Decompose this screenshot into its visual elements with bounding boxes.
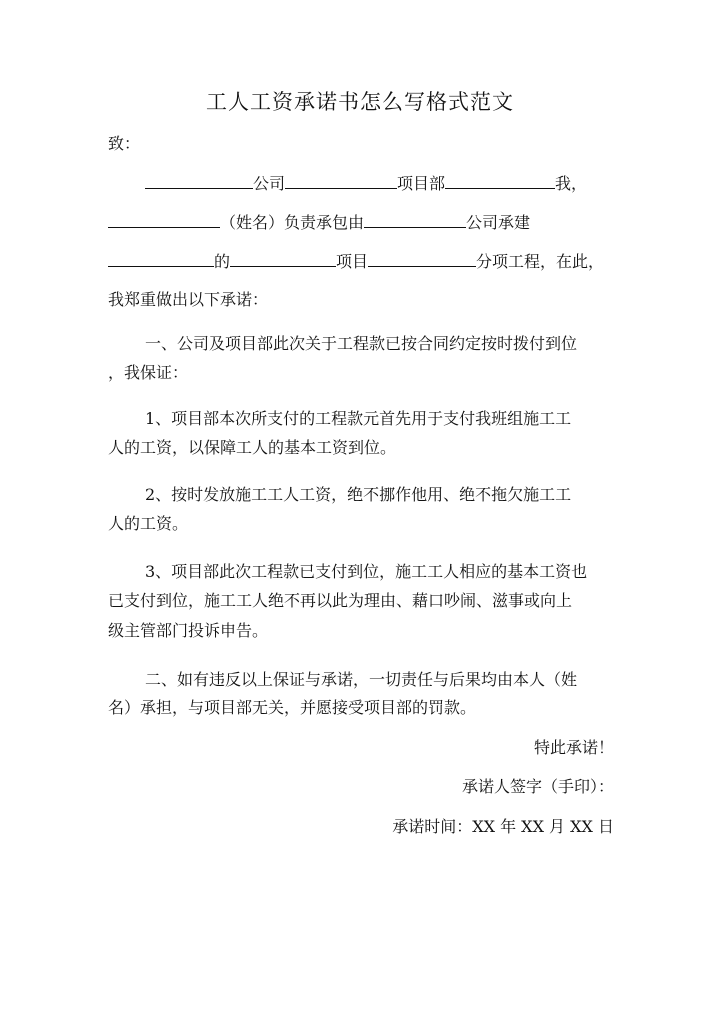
item-1-line-2: 人的工资，以保障工人的基本工资到位。 <box>108 438 397 457</box>
me-label: 我， <box>555 174 588 193</box>
section-2-line-1: 二、如有违反以上保证与承诺，一切责任与后果均由本人（姓 <box>145 670 578 689</box>
item-2-line-1: 2、按时发放施工工人工资，绝不挪作他用、绝不拖欠施工工 <box>145 485 572 504</box>
fill-line-1 <box>145 173 587 194</box>
date-line: 承诺时间：XX 年 XX 月 XX 日 <box>392 817 614 836</box>
blank-field <box>368 251 476 267</box>
subproject-label: 分项工程，在此， <box>476 252 605 271</box>
project-dept-label: 项目部 <box>397 174 446 193</box>
of-label: 的 <box>214 252 231 271</box>
blank-field <box>108 251 214 267</box>
item-1-line-1: 1、项目部本次所支付的工程款元首先用于支付我班组施工工 <box>145 409 572 428</box>
blank-field <box>108 212 220 228</box>
item-3-line-2: 已支付到位，施工工人绝不再以此为理由、藉口吵闹、滋事或向上 <box>108 591 573 610</box>
section-1-line-2: ，我保证： <box>108 363 189 382</box>
closing-statement: 特此承诺！ <box>533 738 614 757</box>
item-2-line-2: 人的工资。 <box>108 514 189 533</box>
fill-line-3 <box>108 251 604 272</box>
company-label: 公司 <box>253 174 286 193</box>
name-label: （姓名）负责承包由 <box>220 213 365 232</box>
signature-line: 承诺人签字（手印）： <box>461 777 614 796</box>
blank-field <box>145 173 253 189</box>
company-contract-label: 公司承建 <box>466 213 531 232</box>
item-3-line-3: 级主管部门投诉申告。 <box>108 621 269 640</box>
blank-field <box>230 251 336 267</box>
salutation: 致： <box>108 134 141 153</box>
solemn-statement: 我郑重做出以下承诺： <box>108 290 269 309</box>
blank-field <box>285 173 397 189</box>
fill-line-2 <box>108 212 530 233</box>
project-label: 项目 <box>336 252 369 271</box>
blank-field <box>364 212 466 228</box>
section-2-line-2: 名）承担，与项目部无关，并愿接受项目部的罚款。 <box>108 698 477 717</box>
blank-field <box>445 173 555 189</box>
document-title: 工人工资承诺书怎么写格式范文 <box>206 90 514 114</box>
item-3-line-1: 3、项目部此次工程款已支付到位，施工工人相应的基本工资也 <box>145 562 588 581</box>
section-1-line-1: 一、公司及项目部此次关于工程款已按合同约定按时拨付到位 <box>145 334 578 353</box>
